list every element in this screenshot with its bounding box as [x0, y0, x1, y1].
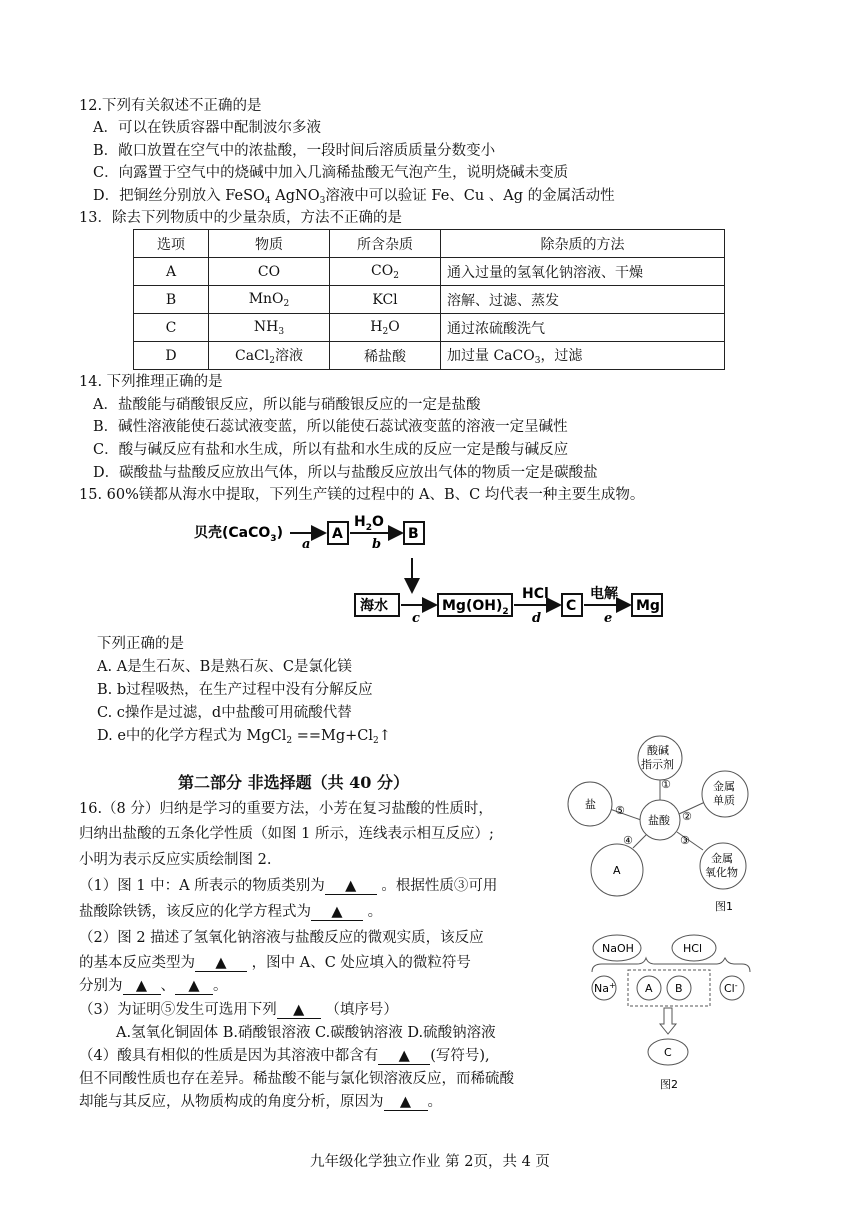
answer-blank: ▲	[175, 978, 213, 995]
step-c-label: c	[412, 611, 420, 626]
q15-stem: 15. 60%镁都从海水中提取，下列生产镁的过程中的 A、B、C 均代表一种主要生成物。	[79, 487, 645, 503]
number-3: ③	[680, 834, 690, 847]
cl-ion-label: Cl-	[724, 981, 738, 995]
table-row	[134, 342, 725, 370]
answer-blank: ▲	[277, 1002, 321, 1019]
cell-option: C	[134, 314, 209, 342]
table-row	[134, 314, 725, 342]
mg-label: Mg	[636, 598, 660, 614]
hcl-label: 盐酸	[648, 814, 670, 827]
box-a-label: A	[332, 526, 343, 542]
a-label: A	[613, 864, 621, 877]
cell-method: 加过量 CaCO$_3$，过滤	[441, 342, 725, 370]
number-5: ⑤	[615, 804, 625, 817]
figure-2-caption: 图2	[660, 1078, 678, 1091]
q12-option-b: B．敞口放置在空气中的浓盐酸，一段时间后溶质质量分数变小	[93, 143, 496, 159]
q16-part3-options: A.氢氧化铜固体 B.硝酸银溶液 C.碳酸钠溶液 D.硫酸钠溶液	[116, 1025, 496, 1041]
cell-impurity: 稀盐酸	[330, 342, 441, 370]
q15-option-d: D. e中的化学方程式为 MgCl$_2$ $==Mg+Cl_2↑$	[97, 728, 391, 746]
q12-option-d: D．把铜丝分别放入 FeSO$_4$ AgNO$_3$溶液中可以验证 Fe、Cu 、Ag 的金属活动性	[93, 188, 615, 206]
salt-label: 盐	[585, 798, 596, 811]
q16-part4-line3: 却能与其反应，从物质构成的角度分析，原因为 ▲ 。	[79, 1094, 442, 1110]
mgoh2-label: $Mg(OH)_2$	[442, 598, 509, 617]
seawater-label: 海水	[360, 598, 388, 614]
cell-option: D	[134, 342, 209, 370]
q13-table	[133, 229, 725, 370]
q16-line1: 16.（8 分）归纳是学习的重要方法，小芳在复习盐酸的性质时，	[79, 801, 493, 817]
cell-method: 通过浓硫酸洗气	[441, 314, 725, 342]
na-ion-label: Na+	[594, 981, 616, 995]
q14-option-c: C．酸与碱反应有盐和水生成，所以有盐和水生成的反应一定是酸与碱反应	[93, 442, 569, 458]
q14-option-d: D．碳酸盐与盐酸反应放出气体，所以与盐酸反应放出气体的物质一定是碳酸盐	[93, 465, 598, 481]
answer-blank: ▲	[325, 878, 377, 895]
table-row	[134, 286, 725, 314]
shell-label: 贝壳(CaCO$_3$)	[194, 525, 283, 544]
cell-method: 通入过量的氢氧化钠溶液、干燥	[441, 258, 725, 286]
number-2: ②	[682, 810, 692, 823]
q15-option-b: B. b过程吸热，在生产过程中没有分解反应	[97, 682, 373, 698]
step-d-label: d	[532, 611, 542, 626]
q15-lead: 下列正确的是	[97, 636, 184, 652]
q12-stem: 12.下列有关叙述不正确的是	[79, 98, 262, 114]
answer-blank: ▲	[378, 1048, 430, 1065]
h2o-label: $H_2O$	[354, 514, 384, 533]
answer-blank: ▲	[311, 904, 363, 921]
step-e-label: e	[604, 611, 613, 626]
cell-substance: MnO$_2$	[209, 286, 330, 314]
oxide-label-2: 氧化物	[705, 866, 738, 879]
header-substance: 物质	[209, 230, 330, 258]
figure-1-hcl-properties	[555, 722, 785, 922]
header-option: 选项	[134, 230, 209, 258]
magnesium-process-flowchart	[190, 510, 670, 630]
cell-substance: $NH_3$	[209, 314, 330, 342]
box-b-label: B	[408, 526, 419, 542]
metal-label-1: 金属	[713, 780, 735, 793]
q16-part2-line1: （2）图 2 描述了氢氧化钠溶液与盐酸反应的微观实质，该反应	[79, 930, 484, 946]
box-c-label: C	[566, 598, 577, 614]
q16-part2-line2: 的基本反应类型为 ▲ ，图中 A、C 处应填入的微粒符号	[79, 955, 471, 971]
electrolysis-label: 电解	[590, 586, 618, 602]
table-row	[134, 258, 725, 286]
oxide-label-1: 金属	[711, 852, 733, 865]
table-header-row	[134, 230, 725, 258]
page-footer: 九年级化学独立作业 第 2页，共 4 页	[310, 1154, 550, 1170]
q14-option-a: A．盐酸能与硝酸银反应，所以能与硝酸银反应的一定是盐酸	[93, 397, 481, 413]
a-particle-label: A	[645, 982, 653, 995]
metal-label-2: 单质	[713, 794, 735, 807]
naoh-label: NaOH	[602, 942, 634, 955]
b-particle-label: B	[675, 982, 683, 995]
q12-option-a: A．可以在铁质容器中配制波尔多液	[93, 120, 321, 136]
q16-part2-line3: 分别为 ▲ 、 ▲ 。	[79, 978, 228, 994]
indicator-label-1: 酸碱	[647, 744, 669, 757]
cell-option: B	[134, 286, 209, 314]
header-method: 除杂质的方法	[441, 230, 725, 258]
q16-part3-line1: （3）为证明⑤发生可选用下列 ▲ （填序号）	[79, 1002, 398, 1018]
cell-method: 溶解、过滤、蒸发	[441, 286, 725, 314]
figure-2-reaction-microscopic	[582, 928, 752, 1093]
q12-option-c: C．向露置于空气中的烧碱中加入几滴稀盐酸无气泡产生，说明烧碱未变质	[93, 165, 569, 181]
answer-blank: ▲	[123, 978, 161, 995]
step-a-label: a	[302, 537, 311, 552]
q16-part4-line1: （4）酸具有相似的性质是因为其溶液中都含有 ▲ (写符号),	[79, 1048, 490, 1064]
part2-title: 第二部分 非选择题（共 40 分）	[178, 773, 409, 792]
step-b-label: b	[372, 537, 382, 552]
q13-stem: 13．除去下列物质中的少量杂质，方法不正确的是	[79, 210, 402, 226]
q16-part1-line2: 盐酸除铁锈，该反应的化学方程式为 ▲ 。	[79, 904, 383, 920]
header-impurity: 所含杂质	[330, 230, 441, 258]
q15-option-a: A. A是生石灰、B是熟石灰、C是氯化镁	[97, 659, 352, 675]
cell-option: A	[134, 258, 209, 286]
number-1: ①	[661, 778, 671, 791]
hcl-label: HCl	[522, 586, 549, 602]
q16-part4-line2: 但不同酸性质也存在差异。稀盐酸不能与氯化钡溶液反应，而稀硫酸	[79, 1071, 514, 1087]
q16-line3: 小明为表示反应实质绘制图 2.	[79, 852, 272, 868]
figure-1-caption: 图1	[715, 900, 733, 913]
down-arrow	[660, 1008, 676, 1034]
q14-stem: 14. 下列推理正确的是	[79, 374, 223, 390]
answer-blank: ▲	[195, 955, 247, 972]
cell-impurity: $CO_2$	[330, 258, 441, 286]
cell-substance: CaCl$_2$溶液	[209, 342, 330, 370]
cell-substance: CO	[209, 258, 330, 286]
cell-impurity: $H_2O$	[330, 314, 441, 342]
q14-option-b: B．碱性溶液能使石蕊试液变蓝，所以能使石蕊试液变蓝的溶液一定呈碱性	[93, 419, 568, 435]
cell-impurity: KCl	[330, 286, 441, 314]
q15-option-c: C. c操作是过滤，d中盐酸可用硫酸代替	[97, 705, 352, 721]
c-particle-label: C	[664, 1046, 672, 1059]
q16-line2: 归纳出盐酸的五条化学性质（如图 1 所示，连线表示相互反应）;	[79, 826, 494, 842]
hcl-label: HCl	[683, 942, 703, 955]
indicator-label-2: 指示剂	[641, 758, 674, 771]
q16-part1-line1: （1）图 1 中：A 所表示的物质类别为 ▲ 。根据性质③可用	[79, 878, 498, 894]
answer-blank: ▲	[384, 1094, 428, 1111]
number-4: ④	[623, 834, 633, 847]
